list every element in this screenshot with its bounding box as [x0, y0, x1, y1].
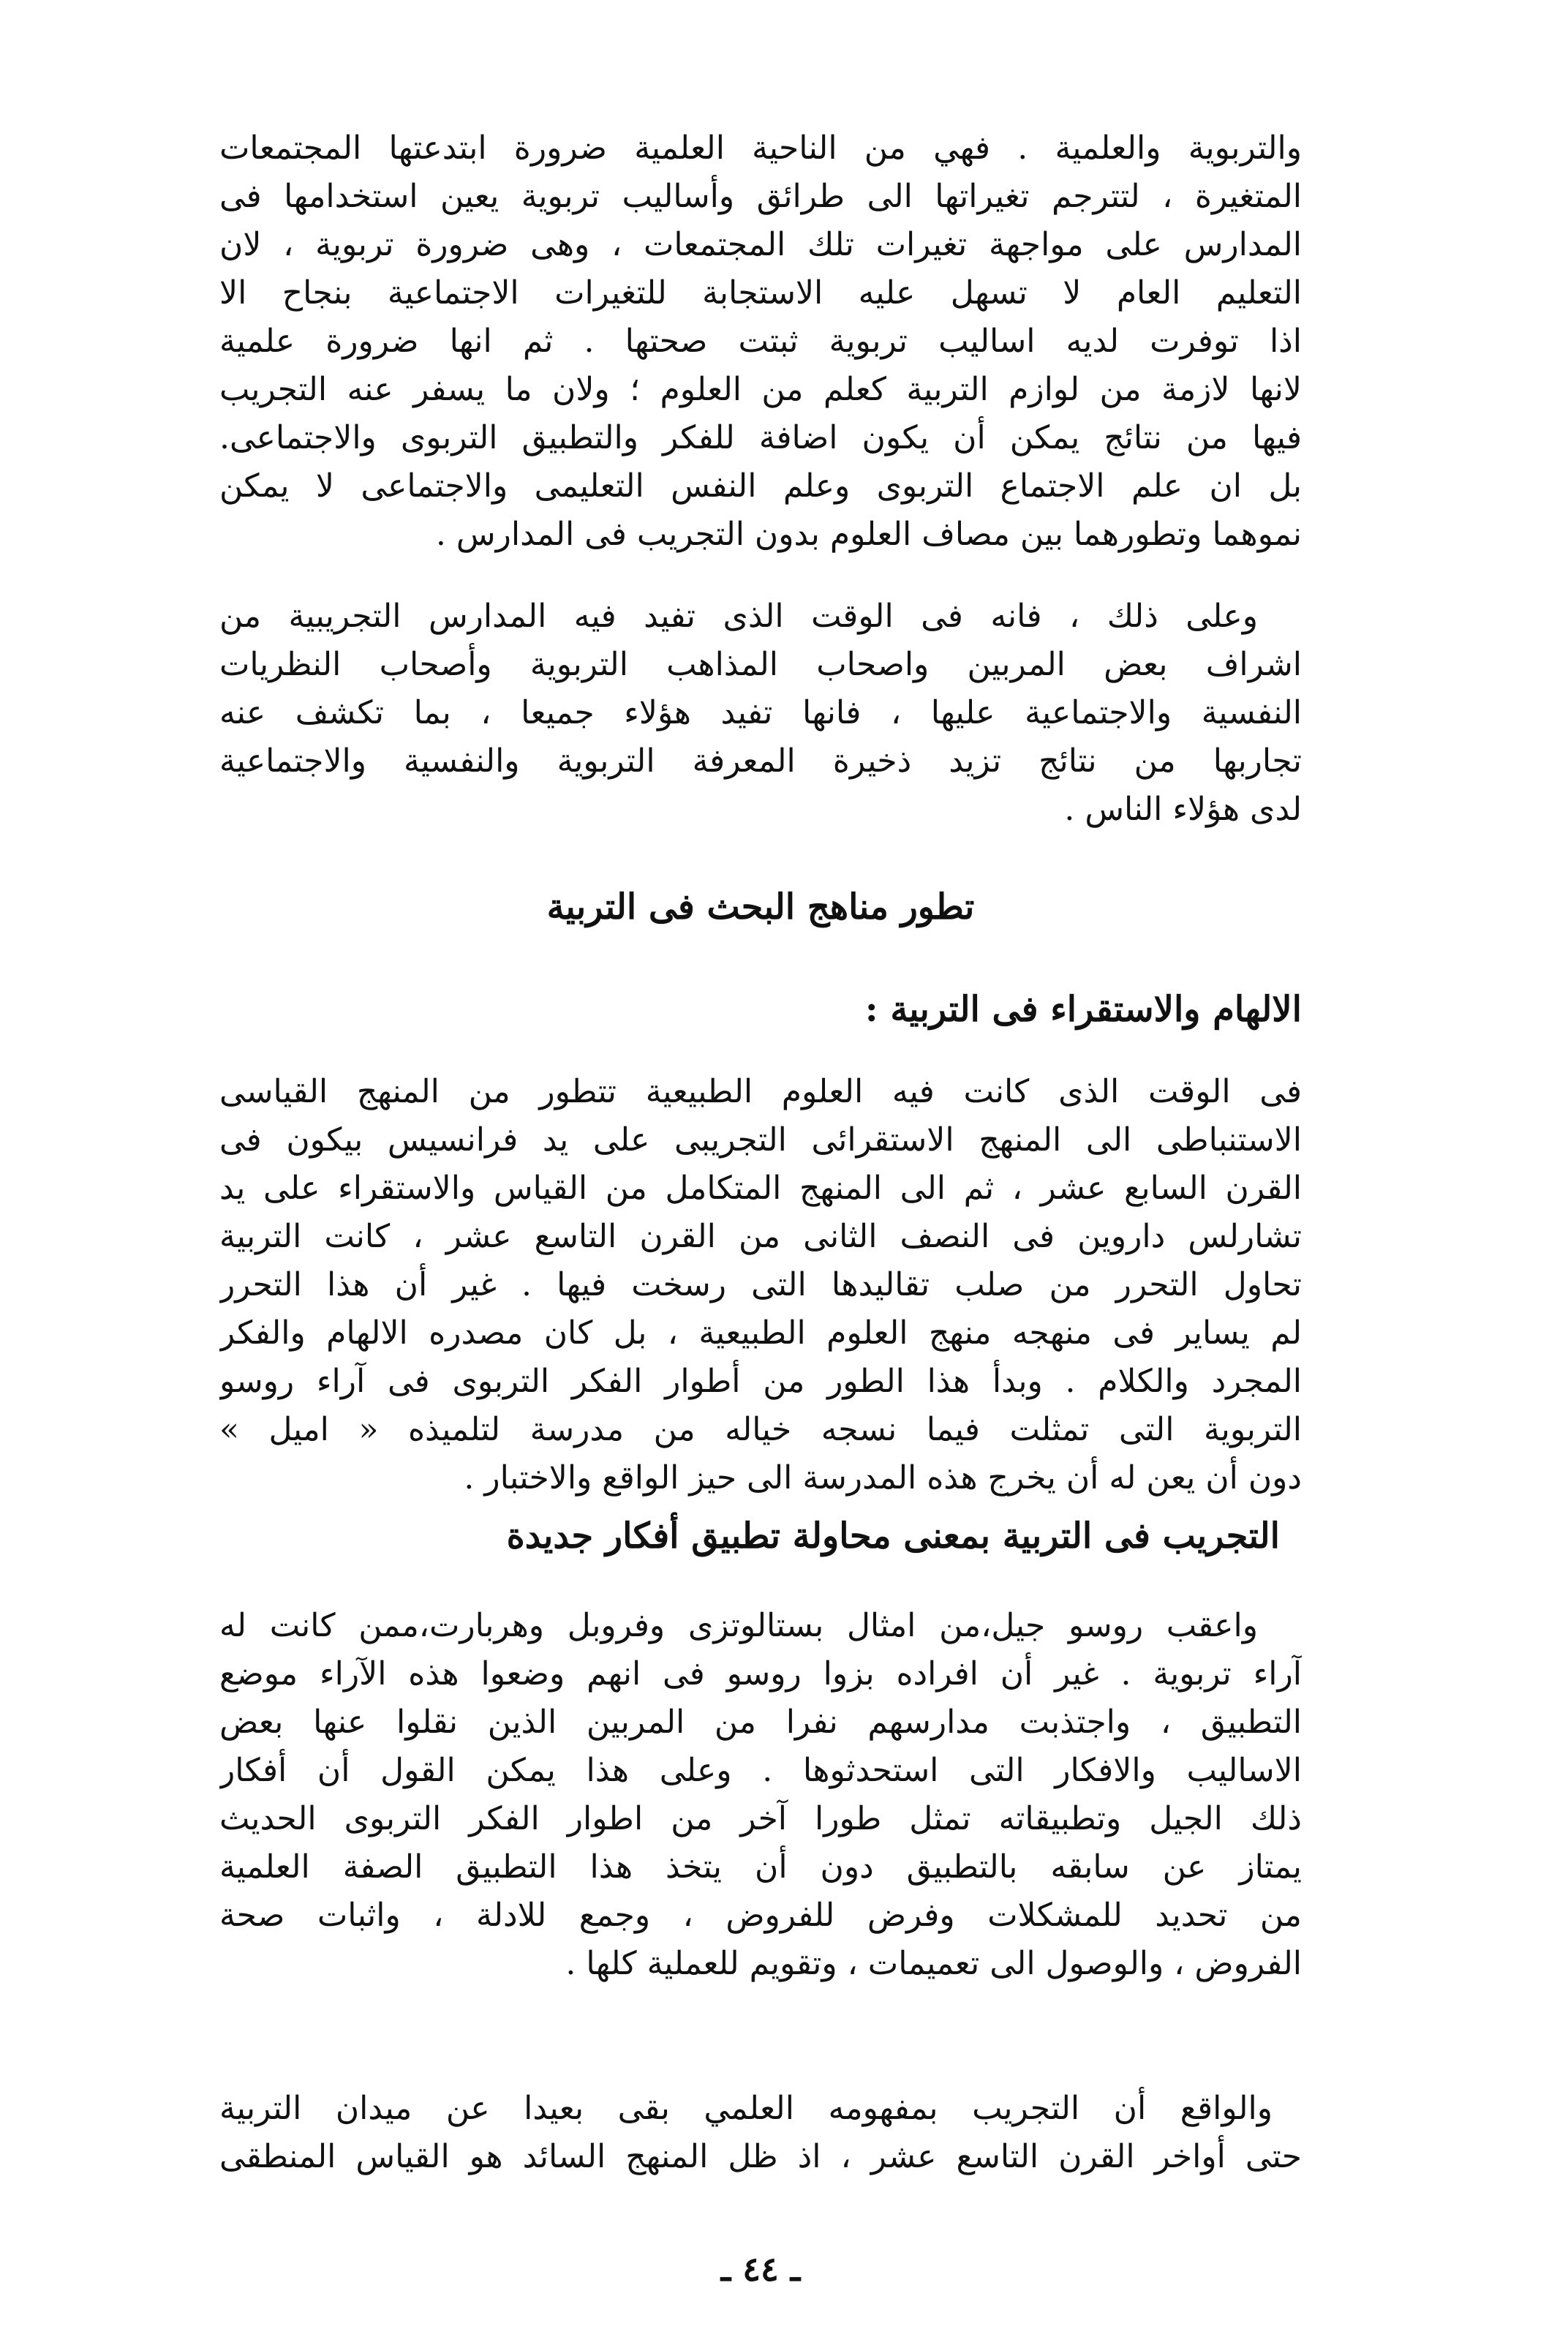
- text-line: الاستنباطى الى المنهج الاستقرائى التجريبى على يد فرانسيس بيكون فى: [219, 1121, 1302, 1159]
- text-line: فى الوقت الذى كانت فيه العلوم الطبيعية تتطور من المنهج القياسى: [219, 1073, 1302, 1110]
- text-line: المتغيرة ، لتترجم تغيراتها الى طرائق وأساليب تربوية يعين استخدامها فى: [219, 178, 1302, 215]
- text-line: آراء تربوية . غير أن افراده بزوا روسو فى انهم وضعوا هذه الآراء موضع: [219, 1655, 1302, 1693]
- text-line: الاساليب والافكار التى استحدثوها . وعلى هذا يمكن القول أن أفكار: [219, 1752, 1302, 1789]
- subsection-heading: التجريب فى التربية بمعنى محاولة تطبيق أفكار جديدة: [506, 1516, 1280, 1557]
- section-heading: تطور مناهج البحث فى التربية: [546, 887, 975, 927]
- text-line: اذا توفرت لديه اساليب تربوية ثبتت صحتها . ثم انها ضرورة علمية: [219, 323, 1302, 360]
- text-line: دون أن يعن له أن يخرج هذه المدرسة الى حيز الواقع والاختبار .: [464, 1459, 1302, 1497]
- paragraph-1: [219, 124, 1302, 559]
- text-line: والواقع أن التجريب بمفهومه العلمي بقى بعيدا عن ميدان التربية: [219, 2090, 1273, 2127]
- text-line: حتى أواخر القرن التاسع عشر ، اذ ظل المنهج السائد هو القياس المنطقى: [219, 2138, 1302, 2175]
- text-line: تحاول التحرر من صلب تقاليدها التى رسخت فيها . غير أن هذا التحرر: [219, 1266, 1302, 1303]
- document-page: [219, 110, 1302, 2289]
- text-line: لم يساير فى منهجه منهج العلوم الطبيعية ، بل كان مصدره الالهام والفكر: [219, 1314, 1302, 1352]
- text-line: النفسية والاجتماعية عليها ، فانها تفيد هؤلاء جميعا ، بما تكشف عنه: [219, 694, 1302, 731]
- text-line: التعليم العام لا تسهل عليه الاستجابة للتغيرات الاجتماعية بنجاح الا: [219, 274, 1302, 312]
- text-line: وعلى ذلك ، فانه فى الوقت الذى تفيد فيه المدارس التجريبية من: [219, 598, 1258, 635]
- text-line: بل ان علم الاجتماع التربوى وعلم النفس التعليمى والاجتماعى لا يمكن: [219, 467, 1302, 505]
- text-line: ذلك الجيل وتطبيقاته تمثل طورا آخر من اطوار الفكر التربوى الحديث: [219, 1800, 1302, 1837]
- text-line: واعقب روسو جيل،من امثال بستالوتزى وفروبل وهربارت،ممن كانت له: [219, 1607, 1258, 1644]
- subsection-heading: الالهام والاستقراء فى التربية :: [864, 989, 1302, 1030]
- text-line: الفروض ، والوصول الى تعميمات ، وتقويم للعملية كلها .: [565, 1945, 1302, 1982]
- page-number: ـ ٤٤ ـ: [720, 2249, 801, 2289]
- text-line: فيها من نتائج يمكن أن يكون اضافة للفكر والتطبيق التربوى والاجتماعى.: [219, 419, 1302, 456]
- text-line: والتربوية والعلمية . فهي من الناحية العلمية ضرورة ابتدعتها المجتمعات: [219, 129, 1302, 167]
- text-line: لانها لازمة من لوازم التربية كعلم من العلوم ؛ ولان ما يسفر عنه التجريب: [219, 371, 1302, 408]
- text-line: التطبيق ، واجتذبت مدارسهم نفرا من المربين الذين نقلوا عنها بعض: [219, 1704, 1302, 1741]
- text-line: يمتاز عن سابقه بالتطبيق دون أن يتخذ هذا التطبيق الصفة العلمية: [219, 1848, 1302, 1886]
- text-line: التربوية التى تمثلت فيما نسجه خياله من مدرسة لتلميذه « اميل »: [219, 1411, 1302, 1448]
- text-line: المدارس على مواجهة تغيرات تلك المجتمعات ، وهى ضرورة تربوية ، لان: [219, 226, 1302, 263]
- text-line: تجاربها من نتائج تزيد ذخيرة المعرفة التربوية والنفسية والاجتماعية: [219, 742, 1302, 780]
- paragraph-5: [219, 2085, 1302, 2181]
- text-line: لدى هؤلاء الناس .: [1064, 791, 1302, 828]
- text-line: من تحديد للمشكلات وفرض للفروض ، وجمع للادلة ، واثبات صحة: [219, 1897, 1302, 1934]
- text-line: المجرد والكلام . وبدأ هذا الطور من أطوار الفكر التربوى فى آراء روسو: [219, 1363, 1302, 1400]
- text-line: اشراف بعض المربين واصحاب المذاهب التربوية وأصحاب النظريات: [219, 646, 1302, 683]
- text-line: نموهما وتطورهما بين مصاف العلوم بدون التجريب فى المدارس .: [435, 516, 1302, 553]
- paragraph-3: [219, 1068, 1302, 1502]
- text-line: القرن السابع عشر ، ثم الى المنهج المتكامل من القياس والاستقراء على يد: [219, 1170, 1302, 1207]
- text-line: تشارلس داروين فى النصف الثانى من القرن التاسع عشر ، كانت التربية: [219, 1218, 1302, 1255]
- paragraph-4: [219, 1602, 1302, 1988]
- paragraph-2: [219, 592, 1302, 834]
